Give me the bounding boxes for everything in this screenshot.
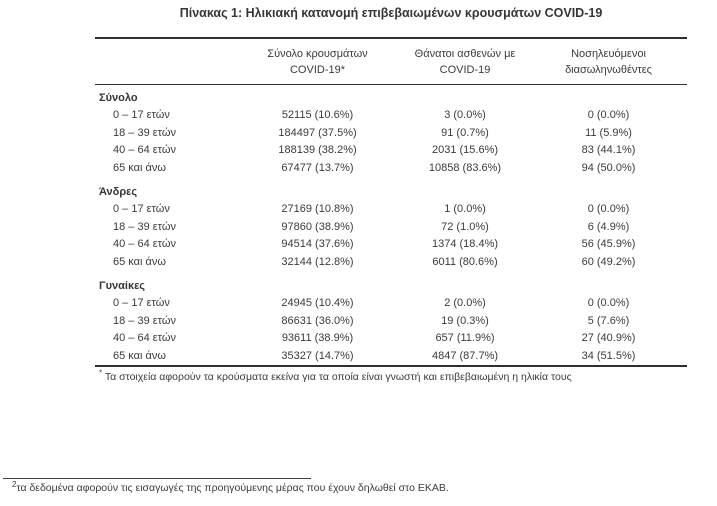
cell-deaths: 72 (1.0%) bbox=[441, 220, 489, 233]
cell-deaths: 19 (0.3%) bbox=[441, 314, 489, 327]
cell-intubated: 5 (7.6%) bbox=[587, 314, 630, 327]
cell-cases: 86631 (36.0%) bbox=[281, 314, 354, 327]
header-total-cases-line1: Σύνολο κρουσμάτων bbox=[267, 48, 368, 60]
table-row bbox=[95, 254, 687, 272]
table-row bbox=[95, 160, 687, 178]
table-footnote-marker: * bbox=[99, 368, 103, 378]
row-label: 65 και άνω bbox=[113, 161, 166, 174]
table-row bbox=[95, 295, 687, 313]
table-row bbox=[95, 142, 687, 160]
cell-cases: 93611 (38.9%) bbox=[281, 332, 354, 344]
cell-deaths: 4847 (87.7%) bbox=[431, 349, 499, 362]
row-label: 65 και άνω bbox=[113, 255, 166, 268]
cell-cases: 188139 (38.2%) bbox=[278, 144, 357, 156]
row-label: 0 – 17 ετών bbox=[113, 109, 170, 121]
cell-cases: 52115 (10.6%) bbox=[281, 109, 354, 121]
section-name: Σύνολο bbox=[99, 92, 138, 104]
row-label: 0 – 17 ετών bbox=[113, 203, 170, 215]
header-total-cases bbox=[235, 38, 400, 85]
cell-intubated: 11 (5.9%) bbox=[585, 126, 632, 139]
header-intubated-line1: Νοσηλευόμενοι bbox=[571, 48, 646, 60]
cell-cases: 94514 (37.6%) bbox=[281, 238, 354, 250]
header-row bbox=[95, 38, 687, 85]
row-label: 0 – 17 ετών bbox=[113, 297, 170, 309]
section-name: Άνδρες bbox=[99, 186, 138, 198]
cell-cases: 97860 (38.9%) bbox=[281, 220, 354, 233]
section-name: Γυναίκες bbox=[99, 280, 146, 292]
table-title: Πίνακας 1: Ηλικιακή κατανομή επιβεβαιωμένων κρουσμάτων COVID-19 bbox=[179, 6, 603, 20]
cell-cases: 32144 (12.8%) bbox=[281, 255, 354, 268]
row-label: 18 – 39 ετών bbox=[113, 126, 176, 139]
cell-deaths: 657 (11.9%) bbox=[435, 332, 495, 344]
table-row bbox=[95, 236, 687, 254]
header-total-cases-line2: COVID-19* bbox=[289, 64, 346, 76]
report-table-block bbox=[95, 6, 687, 384]
table-footnote-text: Τα στοιχεία αφορούν τα κρούσματα εκείνα για τα οποία είναι γνωστή και επιβεβαιωμένη η ηλικία τους bbox=[104, 371, 572, 383]
page-footnote-line bbox=[3, 481, 449, 495]
row-label: 40 – 64 ετών bbox=[113, 238, 176, 250]
row-label: 18 – 39 ετών bbox=[113, 314, 176, 327]
table-row bbox=[95, 313, 687, 331]
page-footnote-text: τα δεδομένα αφορούν τις εισαγωγές της προηγούμενης μέρας που έχουν δηλωθεί στο ΕΚΑΒ. bbox=[16, 482, 449, 494]
section-header-women bbox=[95, 271, 687, 295]
footnote-divider bbox=[3, 478, 311, 479]
cell-cases: 24945 (10.4%) bbox=[281, 297, 354, 309]
cell-cases: 27169 (10.8%) bbox=[281, 203, 354, 215]
covid-age-distribution-table bbox=[95, 37, 687, 367]
header-deaths bbox=[400, 38, 530, 85]
cell-intubated: 60 (49.2%) bbox=[581, 255, 636, 268]
cell-cases: 67477 (13.7%) bbox=[281, 161, 354, 174]
header-empty bbox=[95, 38, 235, 85]
cell-intubated: 0 (0.0%) bbox=[587, 203, 630, 215]
cell-deaths: 91 (0.7%) bbox=[441, 126, 489, 139]
table-row bbox=[95, 125, 687, 143]
cell-intubated: 34 (51.5%) bbox=[581, 349, 636, 362]
cell-cases: 35327 (14.7%) bbox=[281, 349, 354, 362]
cell-intubated: 56 (45.9%) bbox=[581, 238, 636, 250]
header-deaths-line1: Θάνατοι ασθενών με bbox=[414, 48, 516, 60]
cell-intubated: 83 (44.1%) bbox=[581, 144, 636, 156]
row-label: 40 – 64 ετών bbox=[113, 144, 176, 156]
cell-deaths: 2031 (15.6%) bbox=[431, 144, 499, 156]
cell-deaths: 1374 (18.4%) bbox=[431, 238, 499, 250]
table-footnote bbox=[95, 367, 687, 384]
cell-intubated: 0 (0.0%) bbox=[587, 297, 630, 309]
table-row bbox=[95, 348, 687, 367]
cell-intubated: 27 (40.9%) bbox=[581, 332, 636, 344]
row-label: 65 και άνω bbox=[113, 349, 166, 362]
page-footnote-marker: 2 bbox=[12, 479, 17, 489]
section-header-men bbox=[95, 177, 687, 201]
section-header-total bbox=[95, 85, 687, 108]
header-deaths-line2: COVID-19 bbox=[439, 64, 491, 76]
cell-deaths: 10858 (83.6%) bbox=[428, 161, 502, 174]
page-footnote bbox=[3, 478, 449, 495]
row-label: 18 – 39 ετών bbox=[113, 220, 176, 233]
table-row bbox=[95, 201, 687, 219]
cell-deaths: 6011 (80.6%) bbox=[432, 255, 498, 268]
cell-deaths: 1 (0.0%) bbox=[444, 203, 486, 215]
table-row bbox=[95, 330, 687, 348]
table-row bbox=[95, 107, 687, 125]
header-intubated-line2: διασωληνωθέντες bbox=[565, 64, 652, 76]
row-label: 40 – 64 ετών bbox=[113, 332, 176, 344]
cell-intubated: 6 (4.9%) bbox=[587, 220, 630, 233]
table-row bbox=[95, 219, 687, 237]
cell-intubated: 0 (0.0%) bbox=[587, 109, 630, 121]
cell-deaths: 2 (0.0%) bbox=[444, 297, 486, 309]
cell-intubated: 94 (50.0%) bbox=[581, 161, 636, 174]
cell-deaths: 3 (0.0%) bbox=[444, 109, 486, 121]
cell-cases: 184497 (37.5%) bbox=[278, 126, 357, 139]
header-intubated bbox=[530, 38, 687, 85]
